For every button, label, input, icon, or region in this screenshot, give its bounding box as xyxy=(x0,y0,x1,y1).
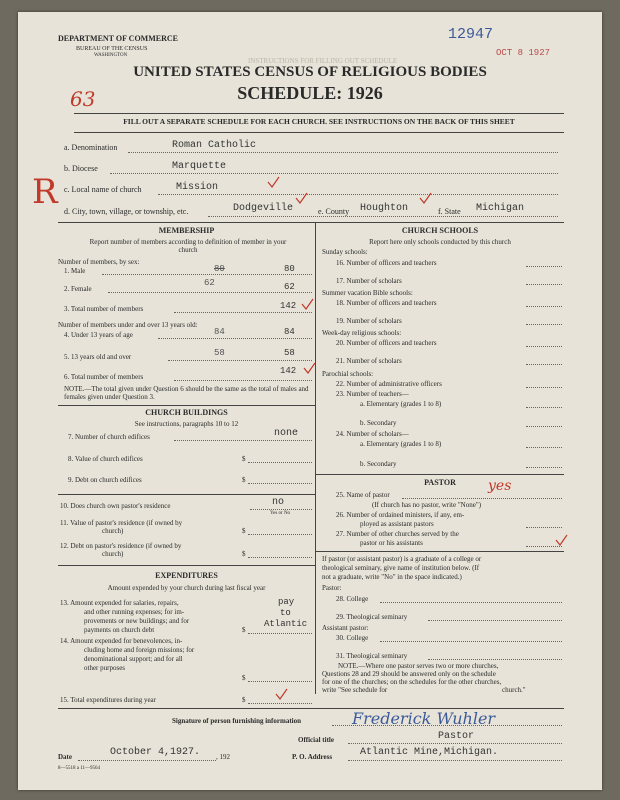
q10-label: 10. Does church own pastor's residence xyxy=(60,502,171,510)
q26-label-a: 26. Number of ordained ministers, if any, em- xyxy=(336,511,465,519)
date-value: October 4,1927. xyxy=(110,747,201,758)
buildings-title: CHURCH BUILDINGS xyxy=(145,408,228,417)
membership-intro: Report number of members according to definition of member in your church xyxy=(89,238,287,254)
q30-label: 30. College xyxy=(336,634,369,642)
local-name-value: Mission xyxy=(176,182,219,193)
q24a-label: a. Elementary (grades 1 to 8) xyxy=(360,440,442,448)
bureau-label: BUREAU OF THE CENSUS xyxy=(76,46,148,52)
q7-value: none xyxy=(274,428,299,439)
q13-note-3: Atlantic xyxy=(264,619,308,629)
pastor-title: PASTOR xyxy=(424,478,456,487)
q1-struck-value: 80 xyxy=(214,264,225,274)
q22-label: 22. Number of administrative officers xyxy=(336,380,442,388)
q23-label: 23. Number of teachers— xyxy=(336,390,409,398)
q12-label-a: 12. Debt on pastor's residence (if owned by xyxy=(60,542,182,550)
official-title-label: Official title xyxy=(298,736,334,744)
margin-mark: R xyxy=(32,172,58,212)
q11-label-a: 11. Value of pastor's residence (if owned by xyxy=(60,519,183,527)
q13-note-2: to xyxy=(280,608,291,618)
weekday-schools-label: Week-day religious schools: xyxy=(322,329,402,337)
q15-label: 15. Total expenditures during year xyxy=(60,696,156,704)
assistant-sub-label: Assistant pastor: xyxy=(322,624,369,632)
q27-label-b: pastor or his assistants xyxy=(360,539,423,547)
pastor-note-1: NOTE.—Where one pastor serves two or more churches, xyxy=(338,662,499,670)
q28-label: 28. College xyxy=(336,595,369,603)
denomination-label: a. Denomination xyxy=(64,143,118,152)
q10-hint: Yes or No xyxy=(270,511,291,516)
date-label: Date xyxy=(58,753,72,761)
pastor-handwritten: yes xyxy=(488,478,512,494)
q26-label-b: ployed as assistant pastors xyxy=(360,520,434,528)
q23b-label: b. Secondary xyxy=(360,419,397,427)
city-value: Dodgeville xyxy=(233,203,294,214)
q20-label: 20. Number of officers and teachers xyxy=(336,339,437,347)
q13-note-1: pay xyxy=(278,597,295,607)
q14-line-4: other purposes xyxy=(84,664,126,672)
membership-note: NOTE.—The total given under Question 6 should be the same as the total of males and females given under Question 3. xyxy=(64,385,309,401)
census-schedule-sheet xyxy=(18,12,602,790)
vacation-schools-label: Summer vacation Bible schools: xyxy=(322,289,413,297)
pastor-note-5: church." xyxy=(502,686,526,694)
q14-line-2: cluding home and foreign missions; for xyxy=(84,646,195,654)
q11-dollar: $ xyxy=(242,527,246,535)
graduate-note-3: not a graduate, write "No" in the space indicated.) xyxy=(322,573,462,581)
signature-value: Frederick Wuhler xyxy=(352,709,496,728)
q12-label-b: church) xyxy=(102,550,124,558)
q1-label: 1. Male xyxy=(64,267,86,275)
q25-hint: (If church has no pastor, write "None") xyxy=(372,501,482,509)
q5-left-value: 58 xyxy=(214,348,225,358)
q4-label: 4. Under 13 years of age xyxy=(64,331,133,339)
q25-label: 25. Name of pastor xyxy=(336,491,390,499)
q1-value: 80 xyxy=(284,264,295,274)
q29-label: 29. Theological seminary xyxy=(336,613,408,621)
state-value: Michigan xyxy=(476,203,525,214)
official-title-value: Pastor xyxy=(438,731,475,742)
q16-label: 16. Number of officers and teachers xyxy=(336,259,437,267)
q8-label: 8. Value of church edifices xyxy=(68,455,143,463)
q13-line-4: payments on church debt xyxy=(84,626,155,634)
q7-label: 7. Number of church edifices xyxy=(68,433,150,441)
city-field-label: d. City, town, village, or township, etc. xyxy=(64,207,189,216)
q4-left-value: 84 xyxy=(214,327,225,337)
q9-label: 9. Debt on church edifices xyxy=(68,476,142,484)
q2-value: 62 xyxy=(284,282,295,292)
q4-value: 84 xyxy=(284,327,295,337)
check-mark-icon xyxy=(296,193,307,203)
check-mark-icon xyxy=(268,177,279,187)
diocese-label: b. Diocese xyxy=(64,164,98,173)
q2-label: 2. Female xyxy=(64,285,92,293)
membership-title: MEMBERSHIP xyxy=(158,226,215,235)
q6-value: 142 xyxy=(280,366,297,376)
age-intro: Number of members under and over 13 years old: xyxy=(58,321,198,329)
q5-value: 58 xyxy=(284,348,295,358)
by-sex-label: Number of members, by sex: xyxy=(58,258,140,266)
pastor-note-3: for one of the churches; on the schedules for the other churches, xyxy=(322,678,502,686)
form-title: UNITED STATES CENSUS OF RELIGIOUS BODIES xyxy=(133,64,487,80)
pastor-note-2: Questions 28 and 29 should be answered only on the schedule xyxy=(322,670,496,678)
q19-label: 19. Number of scholars xyxy=(336,317,402,325)
q6-label: 6. Total number of members xyxy=(64,373,144,381)
q21-label: 21. Number of scholars xyxy=(336,357,402,365)
po-address-value: Atlantic Mine,Michigan. xyxy=(360,747,499,758)
check-mark-icon xyxy=(304,363,315,373)
q17-label: 17. Number of scholars xyxy=(336,277,402,285)
q5-label: 5. 13 years old and over xyxy=(64,353,132,361)
sunday-schools-label: Sunday schools: xyxy=(322,248,368,256)
q8-dollar: $ xyxy=(242,455,246,463)
q12-dollar: $ xyxy=(242,550,246,558)
check-mark-icon xyxy=(420,193,431,203)
q2-left-value: 62 xyxy=(204,278,215,288)
q27-label-a: 27. Number of other churches served by the xyxy=(336,530,459,538)
graduate-note-2: theological seminary, give name of institution below. (If xyxy=(322,564,480,572)
q24b-label: b. Secondary xyxy=(360,460,397,468)
q13-line-3: provements or new buildings; and for xyxy=(84,617,190,625)
diocese-value: Marquette xyxy=(172,161,227,172)
check-mark-icon xyxy=(276,689,287,699)
q9-dollar: $ xyxy=(242,476,246,484)
pastor-sub-label: Pastor: xyxy=(322,584,342,592)
denomination-value: Roman Catholic xyxy=(172,140,257,151)
q3-label: 3. Total number of members xyxy=(64,305,144,313)
q14-line-1: 14. Amount expended for benevolences, in- xyxy=(60,637,183,645)
form-subtitle: SCHEDULE: 1926 xyxy=(237,83,383,103)
print-code: 8—5518 a 11—9564 xyxy=(58,766,101,771)
q3-value: 142 xyxy=(280,301,297,311)
q10-value: no xyxy=(272,497,285,508)
q14-line-3: denominational support; and for all xyxy=(84,655,183,663)
buildings-sub: See instructions, paragraphs 10 to 12 xyxy=(134,420,239,428)
q13-line-2: and other running expenses; for im- xyxy=(84,608,185,616)
check-mark-icon xyxy=(302,299,313,309)
q23a-label: a. Elementary (grades 1 to 8) xyxy=(360,400,442,408)
received-stamp: OCT 8 1927 xyxy=(496,48,551,58)
q24-label: 24. Number of scholars— xyxy=(336,430,409,438)
faint-instructions-header: INSTRUCTIONS FOR FILLING OUT SCHEDULE xyxy=(248,57,398,65)
city-label: WASHINGTON xyxy=(94,53,128,58)
check-marks-overlay xyxy=(18,12,602,790)
expenditures-title: EXPENDITURES xyxy=(155,571,218,580)
signature-label: Signature of person furnishing information xyxy=(172,717,301,725)
check-mark-icon xyxy=(556,535,567,545)
q13-line-1: 13. Amount expended for salaries, repairs, xyxy=(60,599,179,607)
expenditures-sub: Amount expended by your church during last fiscal year xyxy=(107,584,266,592)
q14-dollar: $ xyxy=(242,674,246,682)
state-label: f. State xyxy=(438,207,461,216)
county-label: e. County xyxy=(318,207,350,216)
graduate-note-1: If pastor (or assistant pastor) is a graduate of a college or xyxy=(322,555,482,563)
handwritten-number: 63 xyxy=(70,87,96,111)
local-name-label: c. Local name of church xyxy=(64,185,142,194)
q11-label-b: church) xyxy=(102,527,124,535)
department-label: DEPARTMENT OF COMMERCE xyxy=(58,34,179,43)
schools-title: CHURCH SCHOOLS xyxy=(401,226,479,235)
date-suffix: , 192 xyxy=(216,753,230,761)
q31-label: 31. Theological seminary xyxy=(336,652,408,660)
county-value: Houghton xyxy=(360,203,409,214)
pastor-note-4: write "See schedule for xyxy=(322,686,388,694)
q13-dollar: $ xyxy=(242,626,246,634)
po-address-label: P. O. Address xyxy=(292,753,333,761)
serial-number: 12947 xyxy=(448,26,494,43)
parochial-schools-label: Parochial schools: xyxy=(322,370,374,378)
q18-label: 18. Number of officers and teachers xyxy=(336,299,437,307)
instruction-line: FILL OUT A SEPARATE SCHEDULE FOR EACH CHURCH. SEE INSTRUCTIONS ON THE BACK OF THIS SHEET xyxy=(123,117,515,126)
schools-sub: Report here only schools conducted by this church xyxy=(369,238,511,246)
q15-dollar: $ xyxy=(242,696,246,704)
